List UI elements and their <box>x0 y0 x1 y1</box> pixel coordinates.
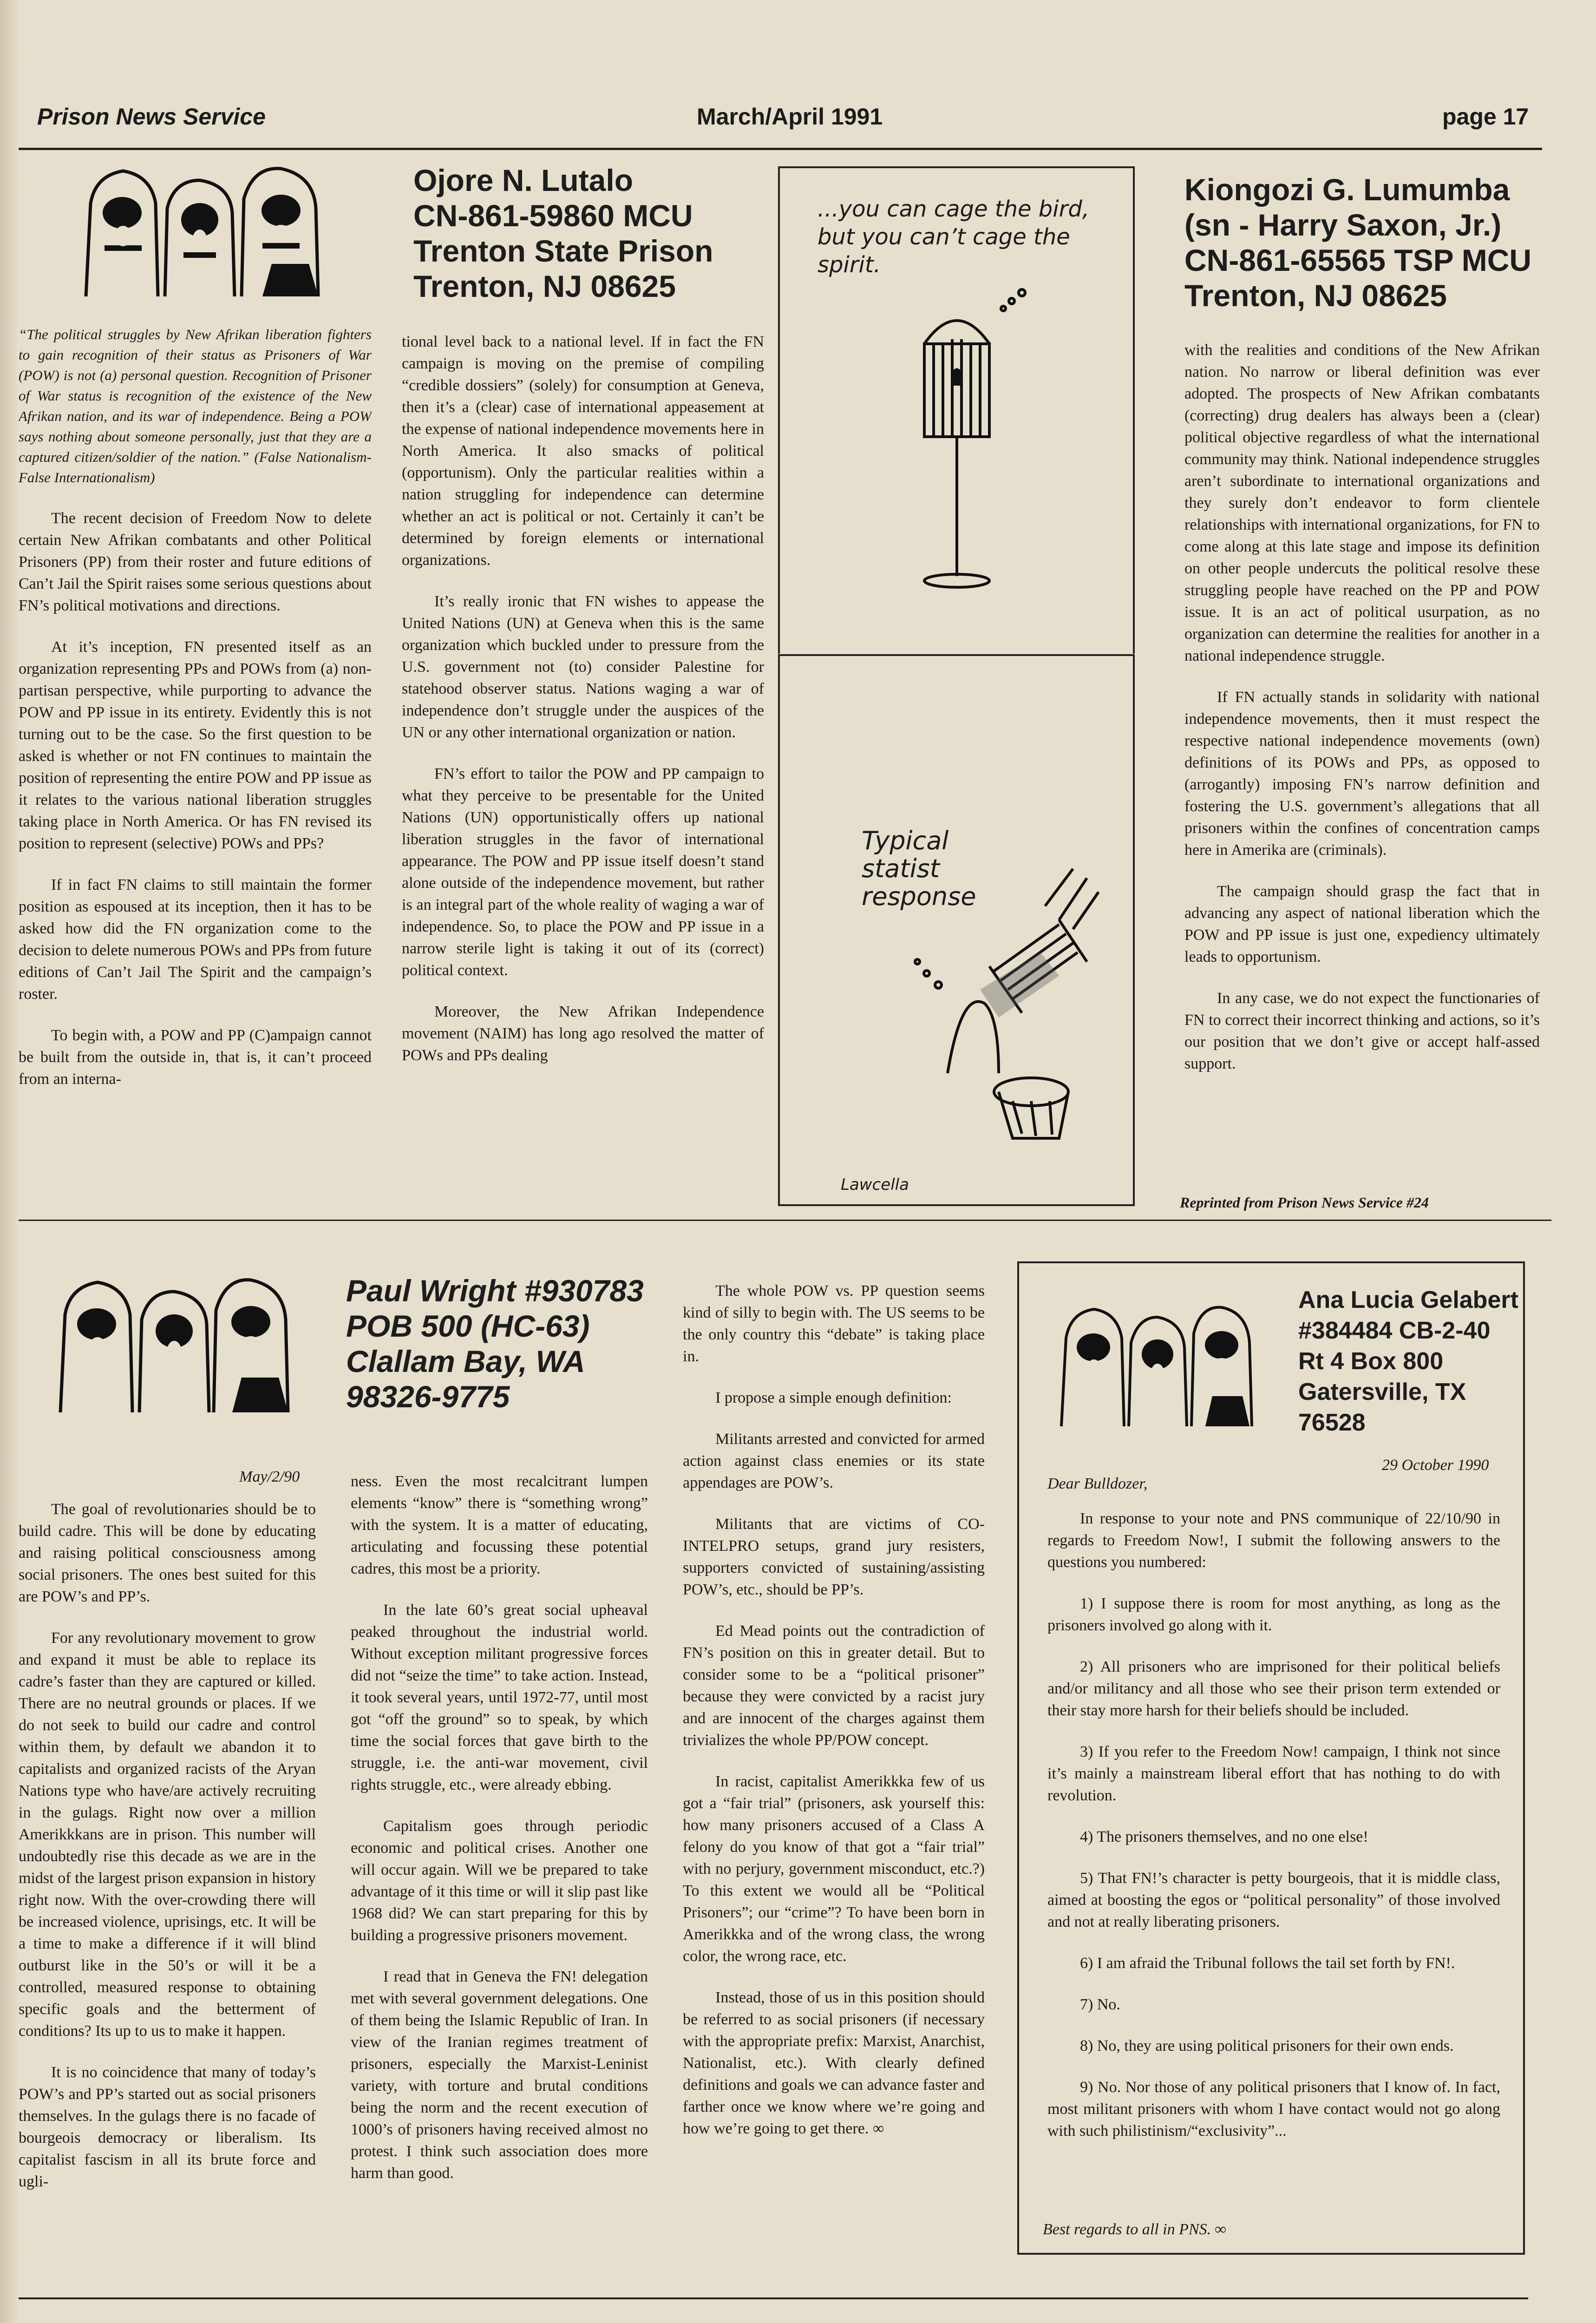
paragraph: I read that in Geneva the FN! delegation met with several government delegations. One of them being the Islamic Republic of Iran. In view of the Iranian regimes treatment of prisoners, especially the Marxist-Leninist variety, with torture and brutal conditions being the norm and the recent execution of 1000’s of prisoners having received almost no protest. I think such association does more harm than good. <box>351 1968 648 2182</box>
paragraph: FN’s effort to tailor the POW and PP campaign to what they perceive to be presentable for the United Nations (UN) opportunistically offers up national liberation struggles in the favor of international appearance. The POW and PP issue itself doesn’t stand alone outside of the independence movement, but rather is an integral part of the whole reality of waging a war of independence. So, to place the POW and PP issue in a narrow sterile light is taking it out of its (correct) political context. <box>402 765 764 979</box>
address-line: Ojore N. Lutalo <box>413 163 634 197</box>
section-rule <box>19 1220 1551 1221</box>
wright-column-2 <box>351 1470 648 2288</box>
paragraph: It’s really ironic that FN wishes to appease the United Nations (UN) at Geneva when this is the same organization which buckled under to pressure from the U.S. government not (to) consider Palestine for statehood observer status. Nations waging a war of independence don’t struggle under the auspices of the UN or any other international organization or nation. <box>402 593 764 741</box>
paragraph: It is no coincidence that many of today’s POW’s and PP’s started out as social prisoners themselves. In the gulags there is no facade of bourgeois democracy or liberalism. Its capitalist fascism in all its brute force and ugli- <box>19 2064 316 2190</box>
address-line: #384484 CB-2-40 <box>1298 1317 1491 1344</box>
answer-5: 5) That FN!’s character is petty bourgeois, that it is middle class, aimed at boosting the egos or “political personality” of those involved and not at really liberating prisoners. <box>1047 1870 1500 1930</box>
cartoon-signature: Lawcella <box>841 1175 909 1194</box>
paragraph: Moreover, the New Afrikan Independence movement (NAIM) has long ago resolved the matter of POWs and PPs dealing <box>402 1003 764 1064</box>
gelabert-letter-body <box>1047 1508 1500 2200</box>
letter-salutation: Dear Bulldozer, <box>1047 1475 1148 1492</box>
address-line: 76528 <box>1298 1409 1366 1436</box>
lutalo-column-1 <box>19 324 372 1213</box>
paragraph: ness. Even the most recalcitrant lumpen elements “know” there is “something wrong” with the system. It is a matter of educating, articulating and focussing these potential cadres, this most be a priority. <box>351 1473 648 1577</box>
prisoners-illustration <box>1054 1296 1254 1436</box>
answer-7: 7) No. <box>1080 1996 1120 2013</box>
letter-closing: Best regards to all in PNS. ∞ <box>1043 2221 1226 2238</box>
lumumba-column <box>1184 339 1540 1180</box>
paragraph: Instead, those of us in this position should be referred to as social prisoners (if necessary with the appropriate prefix: Marxist, Anarchist, Nationalist, etc.). With clearly defined definitions and goals we can advance faster and farther once we know where we’re going and how we’re going to get there. ∞ <box>683 1989 985 2137</box>
publication-name: Prison News Service <box>37 104 266 130</box>
answer-6: 6) I am afraid the Tribunal follows the tail set forth by FN!. <box>1080 1955 1455 1972</box>
address-line: Paul Wright #930783 <box>346 1273 644 1308</box>
paragraph: If FN actually stands in solidarity with national independence movements, then it must respect the respective national independence movements (own) definitions of its POWs and PPs, as opposed to (arrogantly) imposing FN’s narrow definition and fostering the U.S. government’s allegations that all prisoners within the confines of concentration camps here in Amerika are (criminals). <box>1184 689 1540 859</box>
prisoners-illustration <box>51 1268 293 1422</box>
paragraph: If in fact FN claims to still maintain the former position as espoused at its inception, then it has to be asked how did the FN organization come to the decision to delete numerous POWs and PPs from future editions of Can’t Jail The Spirit and the campaign’s roster. <box>19 876 372 1003</box>
scan-edge <box>0 0 19 2323</box>
address-line: Kiongozi G. Lumumba <box>1184 172 1510 207</box>
birdcage-drawing <box>906 279 1064 604</box>
answer-4: 4) The prisoners themselves, and no one else! <box>1080 1828 1368 1845</box>
paragraph: In the late 60’s great social upheaval peaked throughout the industrial world. Without exception militant progressive forces did not “seize the time” to take action. Instead, it took several years, until 1972-77, until most got “off the ground” so to speak, by which time the social forces that gave birth to the struggle, i.e. the anti-war movement, civil rights struggle, etc., were already ebbing. <box>351 1601 648 1793</box>
address-gelabert <box>1298 1285 1518 1438</box>
address-lutalo <box>413 163 713 304</box>
paragraph: Capitalism goes through periodic economic and political crises. Another one will occur again. Will we be prepared to take advantage of it this time or will it slip past like 1968 did? We can start preparing for this by building a progressive prisoners movement. <box>351 1818 648 1944</box>
paragraph: The goal of revolutionaries should be to build cadre. This will be done by educating and raising political consciousness among social prisoners. The ones best suited for this are POW’s and PP’s. <box>19 1501 316 1605</box>
address-lumumba <box>1184 172 1531 313</box>
address-line: CN-861-65565 TSP MCU <box>1184 243 1532 277</box>
issue-date: March/April 1991 <box>697 104 883 130</box>
paragraph: Militants arrested and convicted for armed action against class enemies or its state appendages are POW’s. <box>683 1431 985 1491</box>
address-line: CN-861-59860 MCU <box>413 198 693 233</box>
address-line: Trenton, NJ 08625 <box>1184 278 1447 313</box>
wright-column-1 <box>19 1498 316 2288</box>
paragraph: I propose a simple enough definition: <box>715 1389 952 1406</box>
paragraph: Militants that are victims of CO-INTELPRO setups, grand jury resisters, supporters convicted of sustaining/assisting POW’s, etc., should be PP’s. <box>683 1516 985 1598</box>
letter-date: 29 October 1990 <box>1382 1457 1489 1474</box>
address-wright <box>346 1273 644 1414</box>
answer-2: 2) All prisoners who are imprisoned for their political beliefs and/or militancy and all those who see their prison term extended or their stay more harsh for their beliefs should be included. <box>1047 1658 1500 1719</box>
cartoon-caption-top: ...you can cage the bird, but you can’t cage the spirit. <box>818 196 1090 278</box>
address-line: Trenton, NJ 08625 <box>413 269 676 303</box>
answer-1: 1) I suppose there is room for most anything, as long as the prisoners involved go along with it. <box>1047 1595 1500 1634</box>
paragraph: To begin with, a POW and PP (C)ampaign cannot be built from the outside in, that is, it can’t proceed from an interna- <box>19 1027 372 1088</box>
address-line: (sn - Harry Saxon, Jr.) <box>1184 208 1502 242</box>
address-line: Ana Lucia Gelabert <box>1298 1286 1518 1313</box>
wright-column-3 <box>683 1280 985 2288</box>
answer-8: 8) No, they are using political prisoners for their own ends. <box>1080 2037 1454 2054</box>
paragraph: The whole POW vs. PP question seems kind of silly to begin with. The US seems to be the only country this “debate” is taking place in. <box>683 1282 985 1365</box>
address-line: Clallam Bay, WA <box>346 1344 585 1378</box>
address-line: Gatersville, TX <box>1298 1378 1466 1405</box>
broken-cage-drawing <box>873 850 1124 1194</box>
address-line: 98326-9775 <box>346 1379 510 1414</box>
epigraph: “The political struggles by New Afrikan liberation fighters to gain recognition of their status as Prisoners of War (POW) is not (a) personal question. Recognition of Prisoner of War status is recognition of the existence of the New Afrikan nation, and its war of independence. Being a POW says nothing about someone personally, just that they are a captured citizen/soldier of the nation.” (False Nationalism-False Internationalism) <box>19 326 372 486</box>
paragraph: tional level back to a national level. If in fact the FN campaign is moving on the premise of compiling “credible dossiers” (solely) for consumption at Geneva, then it’s a (clear) case of international appeasement at the expense of national independence movements here in North America. It also smacks of political (opportunism). Only the particular realities within a nation struggling for independence can determine whether an act is political or not. Certainly it can’t be determined by foreign elements or international organizations. <box>402 333 764 569</box>
paragraph: In racist, capitalist Amerikkka few of us got a “fair trial” (prisoners, ask yourself this: how many prisoners accused of a Class A felony do you know of that got a “fair trial” with no perjury, government misconduct, etc.?) To this extent we would all be “Political Prisoners”; our “crime”? To have been born in Amerikkka and of the wrong class, the wrong color, the wrong race, etc. <box>683 1773 985 1965</box>
answer-3: 3) If you refer to the Freedom Now! campaign, I think not since it’s mainly a mainstream liberal effort that has nothing to do with revolution. <box>1047 1743 1500 1804</box>
address-line: Rt 4 Box 800 <box>1298 1348 1444 1375</box>
footer-rule <box>19 2297 1528 2299</box>
page-number: page 17 <box>1442 104 1529 130</box>
address-line: Trenton State Prison <box>413 234 713 268</box>
paragraph: In any case, we do not expect the functionaries of FN to correct their incorrect thinking and actions, so it’s our position that we don’t give or accept half-assed support. <box>1184 990 1540 1072</box>
paragraph: The recent decision of Freedom Now to delete certain New Afrikan combatants and other Political Prisoners (PP) from their roster and future editions of Can’t Jail the Spirit raises some serious questions about FN’s political motivations and directions. <box>19 510 372 614</box>
paragraph: The campaign should grasp the fact that in advancing any aspect of national liberation which the POW and PP issue is just one, expediency ultimately leads to opportunism. <box>1184 883 1540 965</box>
dateline: May/2/90 <box>239 1468 300 1485</box>
header-rule <box>19 148 1542 150</box>
reprint-credit: Reprinted from Prison News Service #24 <box>1180 1194 1429 1211</box>
paragraph: At it’s inception, FN presented itself as an organization representing PPs and POWs from (a) non-partisan perspective, while purporting to advance the POW and PP issue in its entirety. Evidently this is not turning out to be the case. So the first question to be asked is whether or not FN continues to maintain the position of representing the entire POW and PP issue as it relates to the various national liberation struggles taking place in North America. Or has FN revised its position to represent (selective) POWs and PPs? <box>19 638 372 852</box>
address-line: POB 500 (HC-63) <box>346 1309 590 1343</box>
paragraph: Ed Mead points out the contradiction of FN’s position on this in greater detail. But to consider some to be a “political prisoner” because they were convicted by a racist jury and are innocent of the charges against them trivializes the whole PP/POW concept. <box>683 1622 985 1749</box>
answer-9: 9) No. Nor those of any political prisoners that I know of. In fact, most militant prisoners with whom I have contact would not go along with such philistinism/“exclusivity”... <box>1047 2079 1500 2139</box>
prisoners-illustration <box>77 157 327 306</box>
paragraph: with the realities and conditions of the New Afrikan nation. No narrow or liberal definition was ever adopted. The prospects of New Afrikan combatants (correcting) drug dealers has always been a (clear) political objective regardless of what the international community may think. National independence struggles aren’t subordinate to international organizations and they surely don’t endeavor to form clientele relationships with international organizations, for FN to come along at this late stage and impose its definition on other people undercuts the political resolve these struggling people have reached on the PP and POW issue. It is an act of political usurpation, as no organization can determine the realities for another in a national independence struggle. <box>1184 341 1540 664</box>
paragraph: In response to your note and PNS communique of 22/10/90 in regards to Freedom Now!, I submit the following answers to the questions you numbered: <box>1047 1510 1500 1571</box>
cartoon-caption-bottom: Typical statist response <box>862 826 976 911</box>
lutalo-column-2 <box>402 331 764 1213</box>
paragraph: For any revolutionary movement to grow and expand it must be able to replace its cadre’s faster than they are captured or killed. There are no neutral grounds or places. If we do not seek to build our cadre and control within them, by default we abandon it to capitalists and organized racists of the Aryan Nations type who have/are actively recruiting in the gulags. Right now over a million Amerikkkans are in prison. This number will undoubtedly rise this decade as we are in the midst of the largest prison expansion in history right now. With the over-crowding there will be increased violence, uprisings, etc. It will be a time to make a difference if it will blind outburst like in the 50’s or will it be a controlled, measured response to obtaining specific goals and the betterment of conditions? Its up to us to make it happen. <box>19 1629 316 2040</box>
